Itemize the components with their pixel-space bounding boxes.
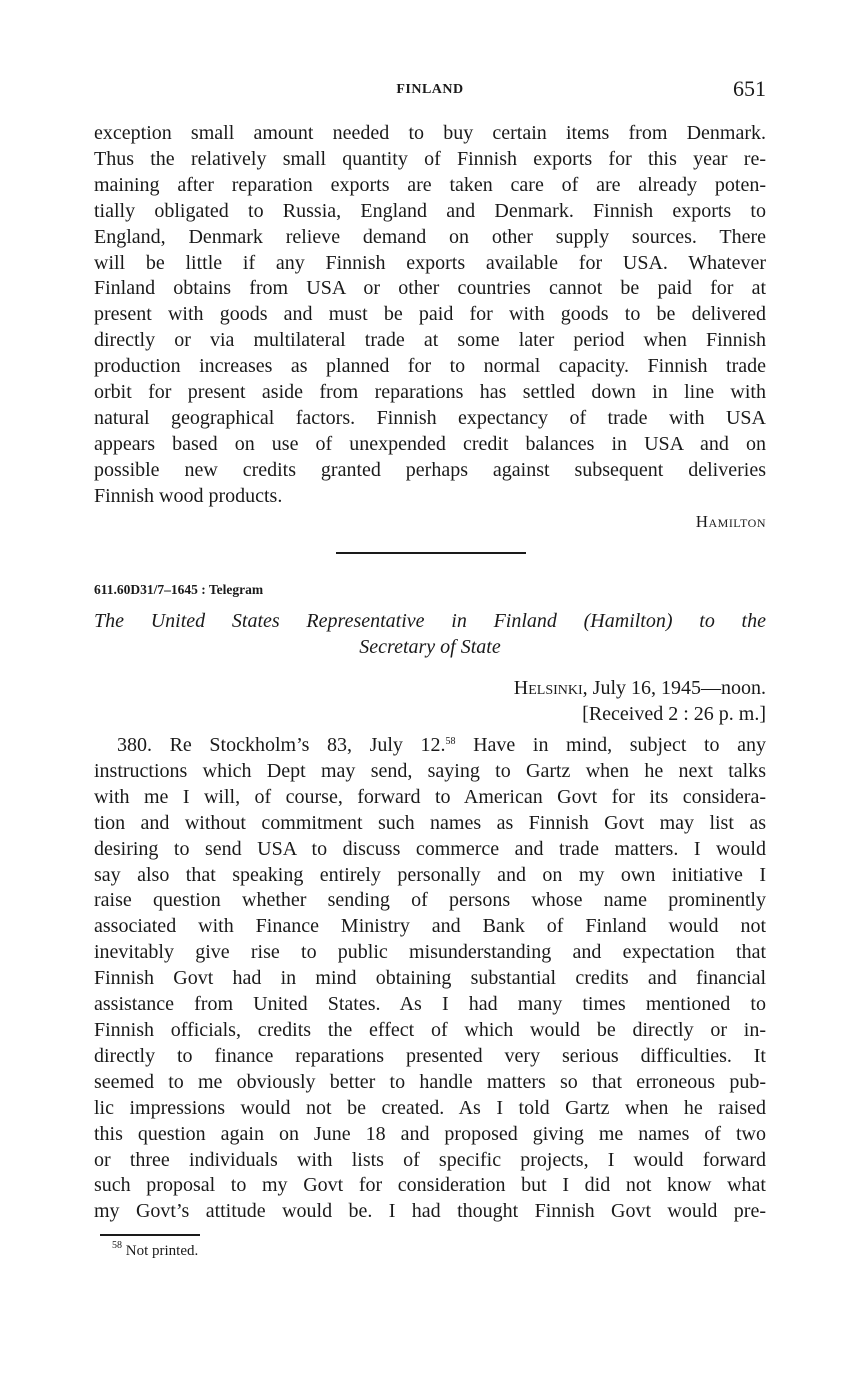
- footnote: [112, 1240, 199, 1260]
- text-line: appears based on use of unexpended credit balances in USA and on: [94, 432, 766, 455]
- first-line-start: 380. Re Stockholm’s 83, July 12.: [117, 734, 446, 756]
- text-line: directly to finance reparations presented very serious difficulties. It: [94, 1044, 766, 1067]
- section-divider: [336, 552, 526, 554]
- text-line: will be little if any Finnish exports available for USA. Whatever: [94, 251, 766, 274]
- continuation-paragraph: [94, 121, 766, 510]
- dateline-place: Helsinki,: [513, 677, 588, 699]
- dateline: [514, 677, 766, 700]
- text-line: Thus the relatively small quantity of Finnish exports for this year re-: [94, 147, 766, 170]
- text-line: instructions which Dept may send, saying to Gartz when he next talks: [94, 759, 766, 782]
- received-line: [Received 2 : 26 p. m.]: [582, 703, 766, 725]
- text-line: Finland obtains from USA or other countries cannot be paid for at: [94, 277, 766, 300]
- file-reference: 611.60D31/7–1645 : Telegram: [94, 582, 264, 597]
- text-line: desiring to send USA to discuss commerce and trade matters. I would: [94, 837, 766, 860]
- dateline-date: July 16, 1945—noon.: [587, 677, 766, 699]
- text-line: Finnish officials, credits the effect of which would be directly or in-: [94, 1018, 766, 1041]
- text-line: lic impressions would not be created. As I told Gartz when he raised: [94, 1096, 766, 1119]
- text-line: England, Denmark relieve demand on other supply sources. There: [94, 225, 766, 248]
- footnote-rule: [100, 1234, 200, 1236]
- text-line: assistance from United States. As I had many times mentioned to: [94, 993, 766, 1016]
- text-line: tially obligated to Russia, England and Denmark. Finnish exports to: [94, 199, 766, 222]
- title-line: Secretary of State: [359, 636, 501, 658]
- footnote-text: Not printed.: [125, 1243, 199, 1259]
- text-line: or three individuals with lists of specific projects, I would forward: [94, 1148, 766, 1171]
- document-title: [94, 608, 766, 660]
- text-line: associated with Finance Ministry and Bank of Finland would not: [94, 915, 766, 938]
- running-head: FINLAND: [396, 82, 464, 97]
- text-line: maining after reparation exports are taken care of are already poten-: [94, 173, 766, 196]
- title-line: The United States Representative in Finland (Hamilton) to the: [94, 610, 766, 632]
- text-line: orbit for present aside from reparations has settled down in line with: [94, 381, 766, 404]
- text-line: seemed to me obviously better to handle matters so that erroneous pub-: [94, 1070, 766, 1093]
- text-line: directly or via multilateral trade at some later period when Finnish: [94, 329, 766, 352]
- text-line: possible new credits granted perhaps against subsequent deliveries: [94, 458, 766, 481]
- text-line: exception small amount needed to buy certain items from Denmark.: [94, 122, 766, 144]
- first-line-end: Have in mind, subject to any: [455, 734, 766, 756]
- footnote-ref[interactable]: 58: [445, 736, 456, 747]
- text-line: [94, 733, 766, 759]
- text-line: such proposal to my Govt for consideration but I did not know what: [94, 1174, 766, 1197]
- text-line: present with goods and must be paid for with goods to be delivered: [94, 303, 766, 326]
- text-line: natural geographical factors. Finnish expectancy of trade with USA: [94, 406, 766, 429]
- signature: Hamilton: [695, 512, 766, 531]
- page-number: 651: [733, 76, 766, 101]
- text-line: say also that speaking entirely personally and on my own initiative I: [94, 863, 766, 886]
- text-line: Finnish wood products.: [94, 484, 283, 507]
- footnote-marker: 58: [112, 1240, 122, 1251]
- text-line: production increases as planned for to normal capacity. Finnish trade: [94, 355, 766, 378]
- text-line: raise question whether sending of persons whose name prominently: [94, 889, 766, 912]
- text-line: my Govt’s attitude would be. I had thought Finnish Govt would pre-: [94, 1200, 766, 1223]
- text-line: Finnish Govt had in mind obtaining substantial credits and financial: [94, 967, 766, 990]
- text-line: this question again on June 18 and proposed giving me names of two: [94, 1122, 766, 1145]
- telegram-paragraph: [94, 733, 766, 1225]
- text-line: with me I will, of course, forward to American Govt for its considera-: [94, 785, 766, 808]
- page-header: [94, 76, 766, 106]
- text-line: tion and without commitment such names as Finnish Govt may list as: [94, 811, 766, 834]
- text-line: inevitably give rise to public misunderstanding and expectation that: [94, 941, 766, 964]
